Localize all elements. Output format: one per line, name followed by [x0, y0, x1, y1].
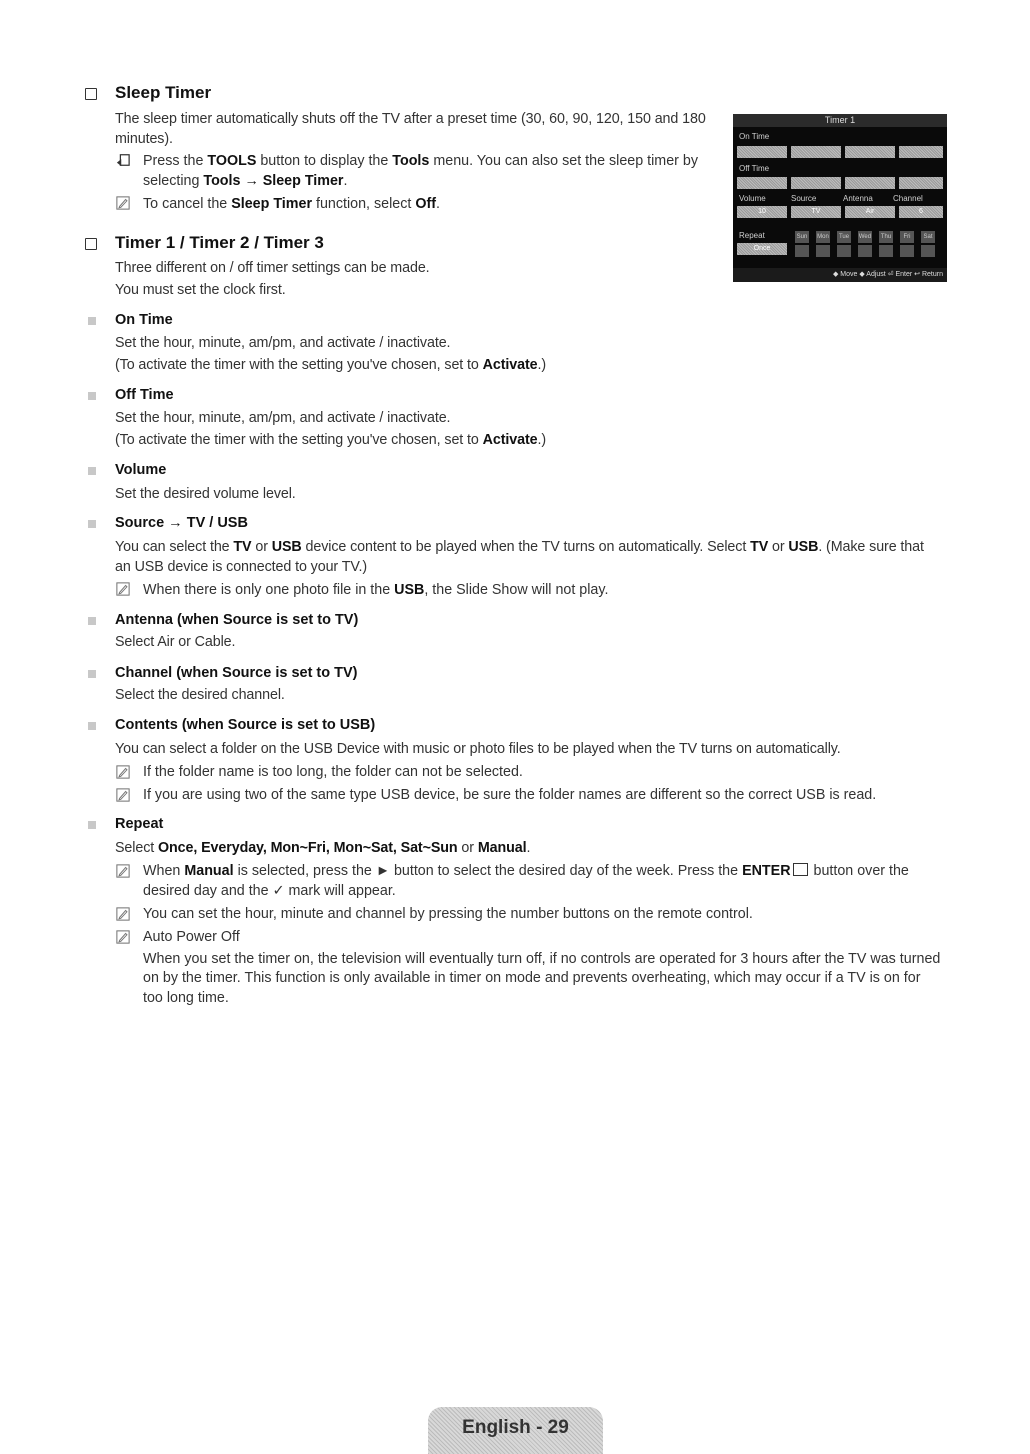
repeat-note-1-cont: desired day and the ✓ mark will appear. [143, 883, 396, 899]
sleep-timer-tools-note-1: Press the TOOLS button to display the Tools menu. You can also set the sleep timer by [143, 153, 698, 169]
note-pencil-icon [116, 582, 130, 596]
osd-day-box [858, 245, 872, 257]
section-checkbox-icon [85, 88, 97, 100]
section-checkbox-icon [85, 238, 97, 250]
osd-day-box [879, 245, 893, 257]
osd-footer: ◆ Move ◆ Adjust ⏎ Enter ↩ Return [733, 268, 947, 282]
repeat-heading: Repeat [115, 816, 164, 832]
osd-off-time-label: Off Time [739, 164, 770, 173]
repeat-note-3-title: Auto Power Off [143, 929, 240, 945]
timer-heading: Timer 1 / Timer 2 / Timer 3 [115, 233, 324, 252]
osd-channel-value: 6 [899, 206, 943, 218]
osd-day-box [900, 245, 914, 257]
repeat-note-1: When Manual is selected, press the ► button to select the desired day of the week. Press the ENTER button over the [143, 863, 909, 879]
osd-title: Timer 1 [733, 114, 947, 127]
osd-antenna-label: Antenna [843, 194, 873, 203]
osd-source-label: Source [791, 194, 817, 203]
osd-day: Wed [858, 231, 872, 243]
timer-desc-2: You must set the clock first. [115, 282, 286, 298]
osd-volume-value: 10 [737, 206, 787, 218]
osd-day: Mon [816, 231, 830, 243]
contents-note-1: If the folder name is too long, the folder can not be selected. [143, 764, 523, 780]
osd-day: Sun [795, 231, 809, 243]
bullet-icon [88, 392, 96, 400]
osd-day-box [837, 245, 851, 257]
sleep-timer-desc-2: minutes). [115, 131, 173, 147]
note-pencil-icon [116, 788, 130, 802]
osd-repeat-label: Repeat [739, 231, 765, 240]
bullet-icon [88, 670, 96, 678]
osd-channel-label: Channel [893, 194, 923, 203]
bullet-icon [88, 821, 96, 829]
osd-day: Thu [879, 231, 893, 243]
bullet-icon [88, 520, 96, 528]
channel-heading: Channel (when Source is set to TV) [115, 665, 358, 681]
antenna-heading: Antenna (when Source is set to TV) [115, 612, 359, 628]
osd-day: Tue [837, 231, 851, 243]
on-time-line-2: (To activate the timer with the setting you've chosen, set to Activate.) [115, 357, 547, 373]
contents-line-1: You can select a folder on the USB Device with music or photo files to be played when the TV turns on automatically. [115, 741, 841, 757]
osd-volume-label: Volume [739, 194, 766, 203]
osd-cell [737, 146, 787, 158]
osd-day-box [795, 245, 809, 257]
contents-heading: Contents (when Source is set to USB) [115, 717, 376, 733]
off-time-heading: Off Time [115, 387, 174, 403]
note-pencil-icon [116, 864, 130, 878]
tools-remote-icon [116, 153, 130, 167]
repeat-note-3-body-3: too long time. [143, 990, 229, 1006]
enter-key-icon [793, 863, 808, 876]
source-note: When there is only one photo file in the USB, the Slide Show will not play. [143, 582, 609, 598]
note-pencil-icon [116, 196, 130, 210]
repeat-note-3-body-1: When you set the timer on, the television will eventually turn off, if no controls are operated for 3 hours after the TV was turned [143, 951, 941, 967]
source-line-1: You can select the TV or USB device content to be played when the TV turns on automatically. Select TV or USB. (Make sure that [115, 539, 924, 555]
note-pencil-icon [116, 930, 130, 944]
bullet-icon [88, 467, 96, 475]
osd-cell [791, 146, 841, 158]
contents-note-2: If you are using two of the same type USB device, be sure the folder names are different so the correct USB is read. [143, 787, 877, 803]
osd-day-box [816, 245, 830, 257]
sleep-timer-tools-note-2: selecting Tools → Sleep Timer. [143, 173, 348, 189]
sleep-timer-cancel-note: To cancel the Sleep Timer function, select Off. [143, 196, 440, 212]
repeat-note-3-body-2: on by the timer. This function is only available in timer on mode and prevents overheating, which may occur if a TV is on for [143, 970, 921, 986]
page-footer [428, 1407, 603, 1454]
osd-cell [845, 177, 895, 189]
osd-source-value: TV [791, 206, 841, 218]
volume-line-1: Set the desired volume level. [115, 486, 296, 502]
osd-cell [845, 146, 895, 158]
osd-on-time-label: On Time [739, 132, 770, 141]
osd-cell [899, 177, 943, 189]
timer-menu-screenshot [733, 114, 947, 282]
osd-repeat-value: Once [737, 243, 787, 255]
osd-day-box [921, 245, 935, 257]
source-heading: Source → TV / USB [115, 515, 248, 531]
osd-cell [791, 177, 841, 189]
on-time-line-1: Set the hour, minute, am/pm, and activate / inactivate. [115, 335, 451, 351]
source-line-2: an USB device is connected to your TV.) [115, 559, 367, 575]
bullet-icon [88, 617, 96, 625]
osd-antenna-value: Air [845, 206, 895, 218]
repeat-select-line: Select Once, Everyday, Mon~Fri, Mon~Sat, Sat~Sun or Manual. [115, 840, 531, 856]
page-number: English - 29 [462, 1417, 569, 1438]
timer-desc-1: Three different on / off timer settings can be made. [115, 260, 430, 276]
channel-line-1: Select the desired channel. [115, 687, 285, 703]
bullet-icon [88, 722, 96, 730]
on-time-heading: On Time [115, 312, 173, 328]
osd-day: Fri [900, 231, 914, 243]
bullet-icon [88, 317, 96, 325]
sleep-timer-desc-1: The sleep timer automatically shuts off the TV after a preset time (30, 60, 90, 120, 150 and 180 [115, 111, 706, 127]
osd-cell [899, 146, 943, 158]
off-time-line-2: (To activate the timer with the setting you've chosen, set to Activate.) [115, 432, 547, 448]
off-time-line-1: Set the hour, minute, am/pm, and activate / inactivate. [115, 410, 451, 426]
repeat-note-2: You can set the hour, minute and channel by pressing the number buttons on the remote control. [143, 906, 753, 922]
osd-cell [737, 177, 787, 189]
antenna-line-1: Select Air or Cable. [115, 634, 236, 650]
note-pencil-icon [116, 765, 130, 779]
osd-day: Sat [921, 231, 935, 243]
volume-heading: Volume [115, 462, 167, 478]
sleep-timer-heading: Sleep Timer [115, 83, 212, 102]
note-pencil-icon [116, 907, 130, 921]
